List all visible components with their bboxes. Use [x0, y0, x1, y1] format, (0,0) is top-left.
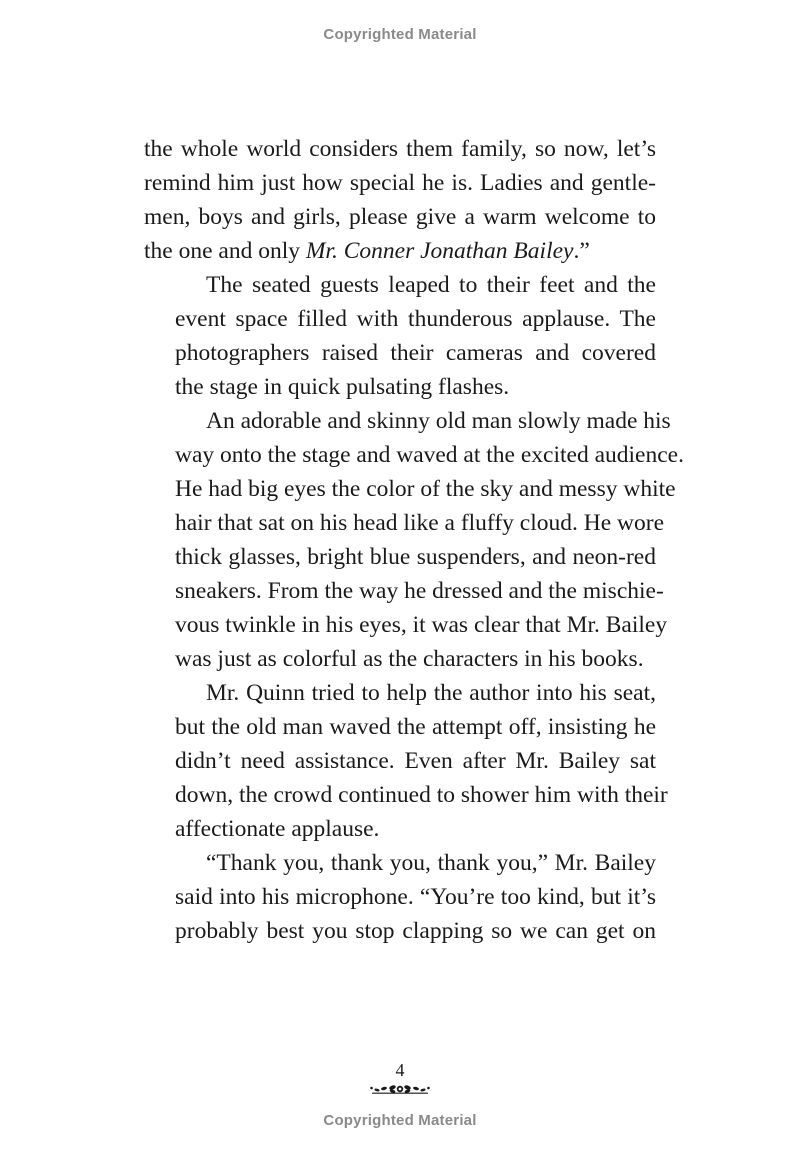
text-line: was just as colorful as the characters in his books. [175, 646, 644, 672]
text-line: “Thank you, thank you, thank you,” Mr. Bailey [206, 850, 656, 876]
text-line: hair that sat on his head like a fluffy cloud. He wore [175, 510, 665, 536]
text-line: but the old man waved the attempt off, insisting he [175, 714, 656, 740]
text-line: way onto the stage and waved at the excited audience. [175, 442, 684, 468]
text-line: event space filled with thunderous applause. The [175, 306, 656, 332]
text-line: An adorable and skinny old man slowly made his [206, 408, 671, 434]
paragraph-1 [144, 132, 656, 268]
paragraph-5 [144, 846, 656, 948]
text-line: He had big eyes the color of the sky and messy white [175, 476, 676, 502]
text-line: vous twinkle in his eyes, it was clear that Mr. Bailey [175, 612, 668, 638]
text-line: photographers raised their cameras and covered [175, 340, 656, 366]
text-line: sneakers. From the way he dressed and the mischie- [175, 578, 664, 604]
text-line: remind him just how special he is. Ladies and gentle- [144, 170, 656, 196]
text-line [144, 234, 656, 268]
copyright-footer: Copyrighted Material [323, 1112, 477, 1129]
floral-flourish-icon [368, 1082, 432, 1096]
text-line: said into his microphone. “You’re too kind, but it’s [175, 884, 656, 910]
text-line: down, the crowd continued to shower him with their [175, 782, 668, 808]
text-line: affectionate applause. [175, 816, 380, 842]
paragraph-3 [144, 404, 684, 676]
text-line: the whole world considers them family, so now, let’s [144, 136, 656, 162]
text-line: probably best you stop clapping so we can get on [175, 918, 656, 944]
copyright-header: Copyrighted Material [323, 26, 477, 43]
text-line: men, boys and girls, please give a warm welcome to [144, 204, 656, 230]
paragraph-2 [144, 268, 656, 404]
text-line: didn’t need assistance. Even after Mr. Bailey sat [175, 748, 656, 774]
text-line: The seated guests leaped to their feet and the [206, 272, 656, 298]
page-number: 4 [395, 1060, 405, 1080]
text-fragment: the one and only [144, 238, 306, 264]
author-name-italic: Mr. Conner Jonathan Bailey [305, 238, 574, 264]
text-fragment: .” [573, 238, 590, 264]
text-line: the stage in quick pulsating flashes. [175, 374, 510, 400]
paragraph-4 [144, 676, 668, 846]
page-body-text [144, 132, 684, 948]
text-line: Mr. Quinn tried to help the author into his seat, [206, 680, 656, 706]
text-line: thick glasses, bright blue suspenders, and neon-red [175, 544, 656, 570]
